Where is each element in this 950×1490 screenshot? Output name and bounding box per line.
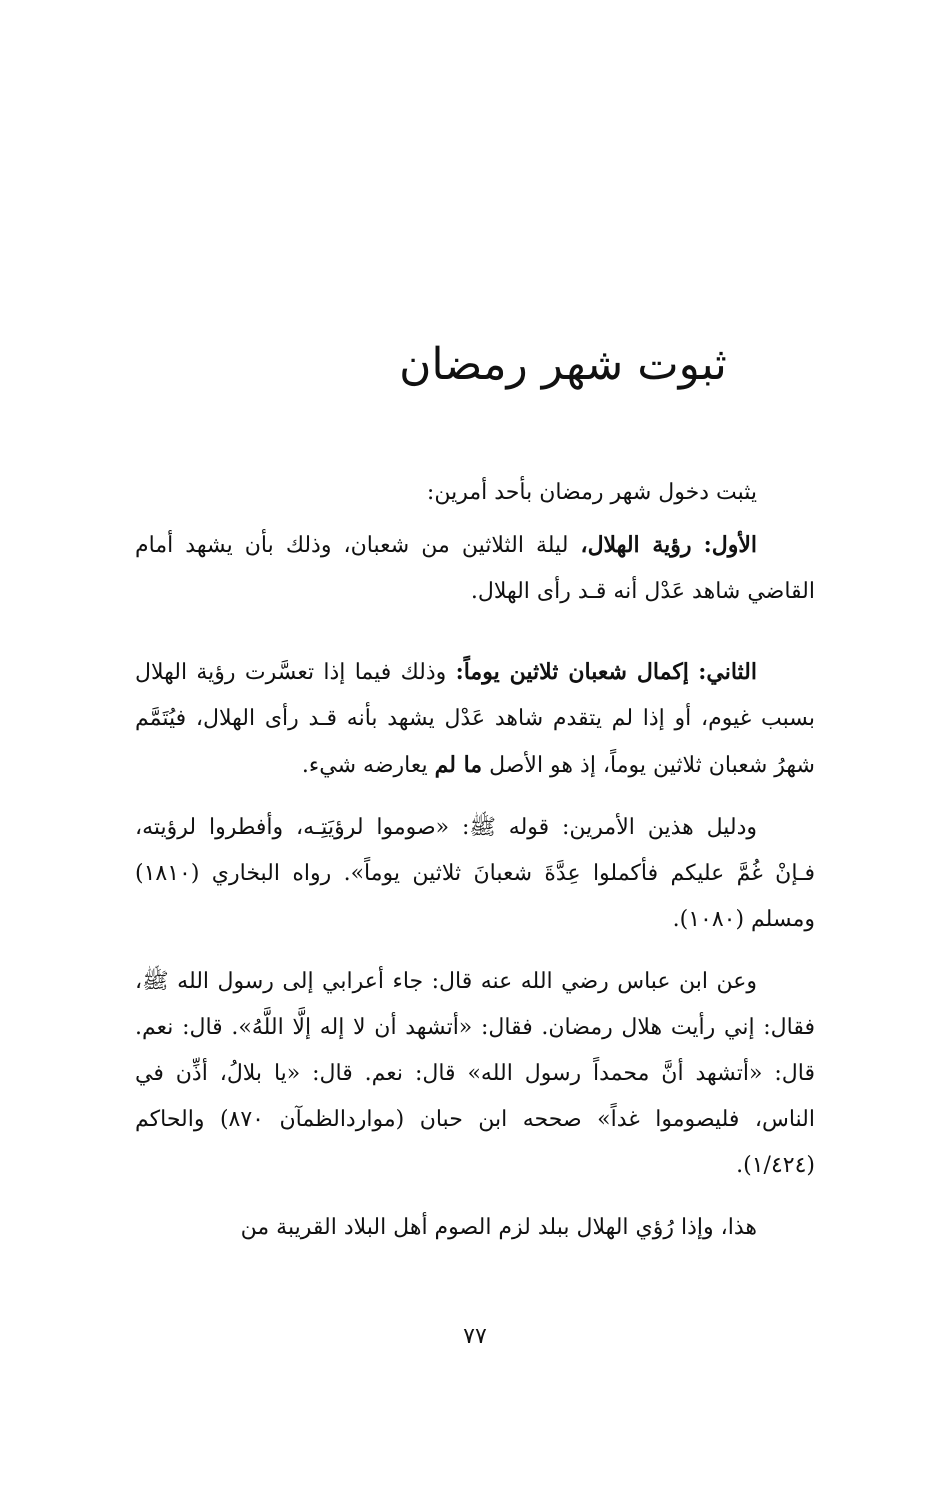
first-condition-label: الأول: <box>703 532 757 558</box>
second-condition-heading: إكمال شعبان ثلاثين يوماً: <box>455 659 689 685</box>
intro-paragraph: يثبت دخول شهر رمضان بأحد أمرين: <box>426 480 757 505</box>
second-condition-paragraph <box>135 649 815 789</box>
second-condition-text-end: يعارضه شيء. <box>301 753 428 778</box>
chapter-title: ثبوت شهر رمضان <box>399 339 727 390</box>
first-condition-paragraph <box>135 522 815 615</box>
second-condition-emphasis: ما لم <box>434 752 483 778</box>
body-text <box>135 470 815 1251</box>
page-number: ٧٧ <box>463 1324 487 1349</box>
closing-paragraph: هذا، وإذا رُؤي الهلال ببلد لزم الصوم أهل البلاد القريبة من <box>240 1215 757 1240</box>
page <box>135 0 815 1490</box>
evidence-paragraph: ودليل هذين الأمرين: قوله ﷺ: «صوموا لرؤيَتِـه، وأفطروا لرؤيته، فـإنْ غُمَّ عليكم فأكملوا عِدَّةَ شعبانَ ثلاثين يوماً». رواه البخاري (١٨١٠) ومسلم (١٠٨٠). <box>135 815 815 932</box>
second-condition-text: وذلك فيما إذا تعسَّرت رؤية الهلال بسبب غيوم، أو إذا لم يتقدم شاهد عَدْل يشهد بأنه قـد رأى الهلال، فيُتَمَّم شهرُ شعبان ثلاثين يوماً، إذ هو الأصل <box>135 660 815 778</box>
first-condition-heading: رؤية الهلال، <box>580 532 692 558</box>
second-condition-label: الثاني: <box>698 659 757 685</box>
ibn-abbas-paragraph: وعن ابن عباس رضي الله عنه قال: جاء أعرابي إلى رسول الله ﷺ، فقال: إني رأيت هلال رمضان. فقال: «أتشهد أن لا إله إلَّا اللَّهُ». قال: نعم. قال: «أتشهد أنَّ محمداً رسول الله» قال: نعم. قال: «يا بلالُ، أذِّن في الناس، فليصوموا غداً» صححه ابن حبان (مواردالظمآن ٨٧٠) والحاكم (١/٤٢٤). <box>135 969 815 1178</box>
first-condition-text: ليلة الثلاثين من شعبان، وذلك بأن يشهد أمام القاضي شاهد عَدْل أنه قـد رأى الهلال. <box>135 533 815 604</box>
